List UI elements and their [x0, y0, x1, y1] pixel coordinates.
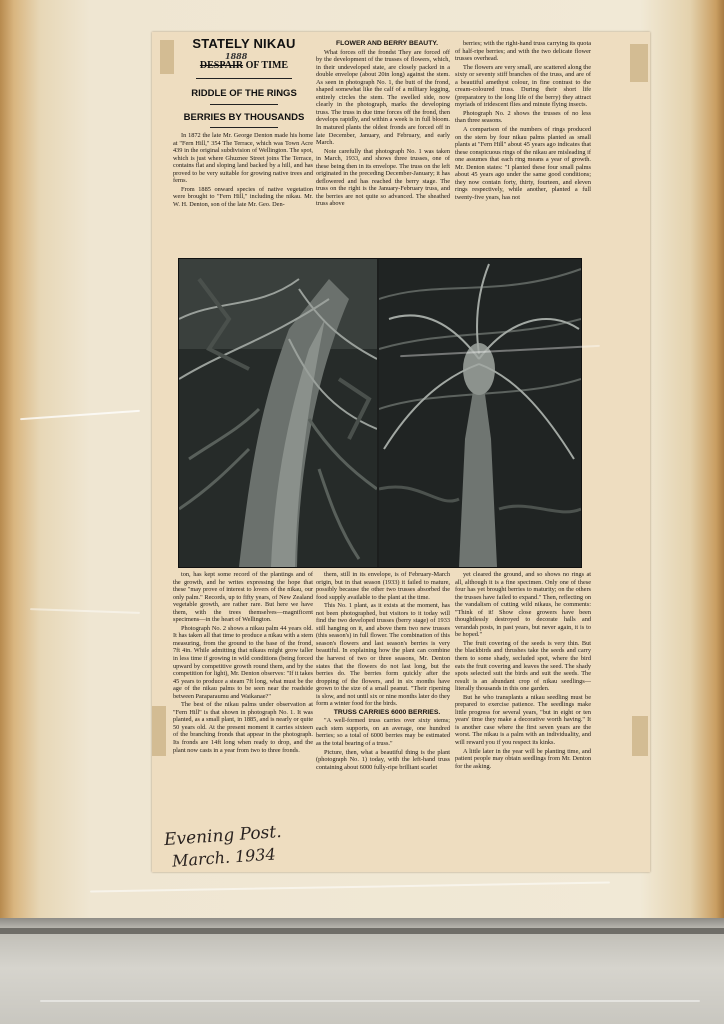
column-top-left: [173, 132, 313, 252]
handwritten-source: Evening Post.: [163, 821, 283, 851]
paragraph: ton, has kept some record of the plantings and of the growth, and he writes expressing the hope that these "may prove of interest to lovers of the nikau, our only palm." Records, up to fifty years, of New Zealand vegetable growth, are rather rare. But here we have them, with the trees themselves—magnificent specimens—in the heart of Wellington.: [173, 571, 313, 624]
column-top-middle: [316, 40, 450, 252]
photograph-panel: [178, 258, 582, 568]
nikau-photograph-1: [179, 259, 377, 567]
paragraph: berries; with the right-hand truss carrying its quota of half-ripe berries; and with the two delicate flower trusses overhead.: [455, 40, 591, 63]
paragraph: The best of the nikau palms under observation at "Fern Hill" is that shown in photograph No. 1. It was planted, as a small plant, in 1885, and is nearly or quite 50 years old. At the present moment it carries sixteen of the branching fronds that appear in the photograph. Its fronds are 14ft long when ready to drop, and the plant now casts in a year from two to three fronds.: [173, 701, 313, 754]
bottom-edge: [0, 928, 724, 934]
glare-streak: [40, 1000, 700, 1002]
headline-sub-rest: OF TIME: [243, 60, 289, 71]
handwritten-annotation: 1888: [225, 51, 248, 61]
column-bottom-right: [455, 571, 591, 869]
headline-sub: [176, 51, 312, 71]
paragraph: The flowers are very small, are scattered along the sixty or seventy stiff branches of the truss, and are of a beautiful amethyst colour, in fine contrast to the cream-coloured truss. During their short life (preparatory to the long life of the berry) they attract myriads of iridescent flies and minute flying insects.: [455, 63, 591, 109]
headline-riddle: RIDDLE OF THE RINGS: [191, 88, 297, 99]
paragraph: Note carefully that photograph No. 1 was taken in March, 1933, and shows three trusses, one of these being then in its envelope. The truss on the left originated in the preceding December-January; it has deflowered and has reached the berry stage. The truss on the right is the January-February truss, and the berries are not quite so advanced. The sheathed truss above: [316, 147, 450, 208]
headline-main: STATELY NIKAU: [192, 36, 296, 51]
paragraph: The fruit covering of the seeds is very thin. But the blackbirds and thrushes take the seeds and carry them to some shady, secluded spot, where the bird eats the fruit covering and leaves the seed. The shady spots selected suit the birds and suit the seeds. The result is an abundant crop of nikau seedlings—literally thousands in this one garden.: [455, 639, 591, 693]
nikau-photograph-2: [379, 259, 581, 567]
paragraph: A comparison of the numbers of rings produced on the stem by four nikau palms planted as small plants at "Fern Hill" about 45 years ago indicates that these conspicuous rings of the nikau are misleading if one assumes that each ring means a year of growth. Mr. Denton states: "I planted these four small palms about 45 years ago under the same good conditions; they now contain forty, thirty, fourteen, and eleven rings respectively, while another, planted a full twenty-five years, has not: [455, 126, 591, 201]
paragraph: In 1872 the late Mr. George Denton made his home at "Fern Hill," 354 The Terrace, which was Town Acre 439 in the original subdivision of Wellington. The spot, which is just where Ghuznee Street joins The Terrace, contains flat and sloping land backed by a hill, and has proved to be very suitable for growing native trees and ferns.: [173, 132, 313, 185]
divider: [196, 78, 292, 79]
glare-streak: [20, 410, 140, 420]
tape-strip: [160, 40, 174, 74]
column-heading: FLOWER AND BERRY BEAUTY.: [335, 40, 439, 47]
divider: [210, 127, 278, 128]
paragraph: "A well-formed truss carries over sixty stems; each stem supports, on an average, one hundred berries; so a total of 6000 berries may be estimated as the total bearing of a truss.": [316, 717, 450, 748]
divider: [210, 104, 278, 105]
tape-strip: [630, 44, 648, 82]
paragraph: But he who transplants a nikau seedling must be prepared to exercise patience. The seedlings make little progress for several years, "but in eight or ten years' time they make a decorative worth having." It is another case where the first seven years are the worst. The nikau is a palm with an individuality, and will reward you if you respect its kinks.: [455, 693, 591, 747]
column-top-right: [455, 40, 591, 252]
tape-strip: [152, 706, 166, 756]
paragraph: yet cleared the ground, and so shows no rings at all, although it is a fine specimen. Only one of these four has yet brought berries to maturity; on the others the trusses have failed to expand." Then, reflecting on the vandalism of cutting wild nikaus, he comments: "Think of it! Show close growers have been thoughtlessly destroyed to decorate halls and verandah posts, in past years, but never again, it is to be hoped.": [455, 571, 591, 639]
paragraph: Photograph No. 2 shows the trusses of no less than three seasons.: [455, 109, 591, 125]
paragraph: Picture, then, what a beautiful thing is the plant (photograph No. 1) today, with the left-hand truss containing about 6000 fully-ripe brilliant scarlet: [316, 748, 450, 771]
headline-berries: BERRIES BY THOUSANDS: [183, 112, 305, 123]
paragraph: What forces off the frondst They are forced off by the development of the trusses of flowers, which, in their undeveloped state, are closely packed in a double envelope (about 20in long) against the stem. As seen in photograph No. 1, the butt of the frond, shaped somewhat like the calf of a military legging, entirely circles the stem. The swelled side, now clearly in the photograph, marks the developing truss. The truss in due time forces off the frond, then develops rapidly, and within a week is in full bloom. In matured plants the oldest fronds are forced off in late December, January, and February, and early March.: [316, 48, 450, 147]
column-heading: TRUSS CARRIES 6000 BERRIES.: [333, 708, 441, 716]
column-bottom-middle: [316, 571, 450, 869]
paragraph: This No. 1 plant, as it exists at the moment, has not been photographed, but visitors to it today will find the two developed trusses (berry stage) of 1933 still hanging on it, and above them two new trusses (this season's) in full flower. The combination of this season's flowers and last season's berries is very beautiful. In explaining how the plant can combine the harvest of two or three seasons, Mr. Denton states that the flowers do not last long, but the berries do. The berries form quickly after the dropping of the flowers, and in six months have grown to the size of a small peanut. "Their ripening is slow, and not until six or nine months later do they form a winter food for the birds.: [316, 602, 450, 708]
paragraph: From 1885 onward species of native vegetation were brought to "Fern Hill," including the nikau. Mr. W. H. Denton, son of the late Mr. Geo. Den-: [173, 185, 313, 208]
paragraph: them, still in its envelope, is of February-March origin, but in that season (1933) it failed to mature, possibly because the other two trusses absorbed the food supply available to the plant at the time.: [316, 571, 450, 601]
paragraph: Photograph No. 2 shows a nikau palm 44 years old. It has taken all that time to produce a nikau with a stem measuring, from the ground to the base of the frond, 7ft 4in. While admitting that nikaus might grow taller in less time if growing in wild conditions (being forced upward by competitive growth round them, and by the competition for light), Mr. Denton observes: "If it takes 45 years to produce a steam 7ft long, what must be the age of the nikau palms to be seen near the roadside between Paraparaumu and Waikanae?": [173, 624, 313, 700]
glare-streak: [90, 881, 610, 892]
handwritten-date: March. 1934: [171, 844, 277, 871]
struck-word: DESPAIR: [199, 60, 244, 71]
column-bottom-left: [173, 571, 313, 829]
paragraph: A little later in the year will be planting time, and patient people may obtain seedlings from Mr. Denton for the asking.: [455, 747, 591, 770]
glare-streak: [30, 608, 140, 614]
tape-strip: [632, 716, 648, 756]
